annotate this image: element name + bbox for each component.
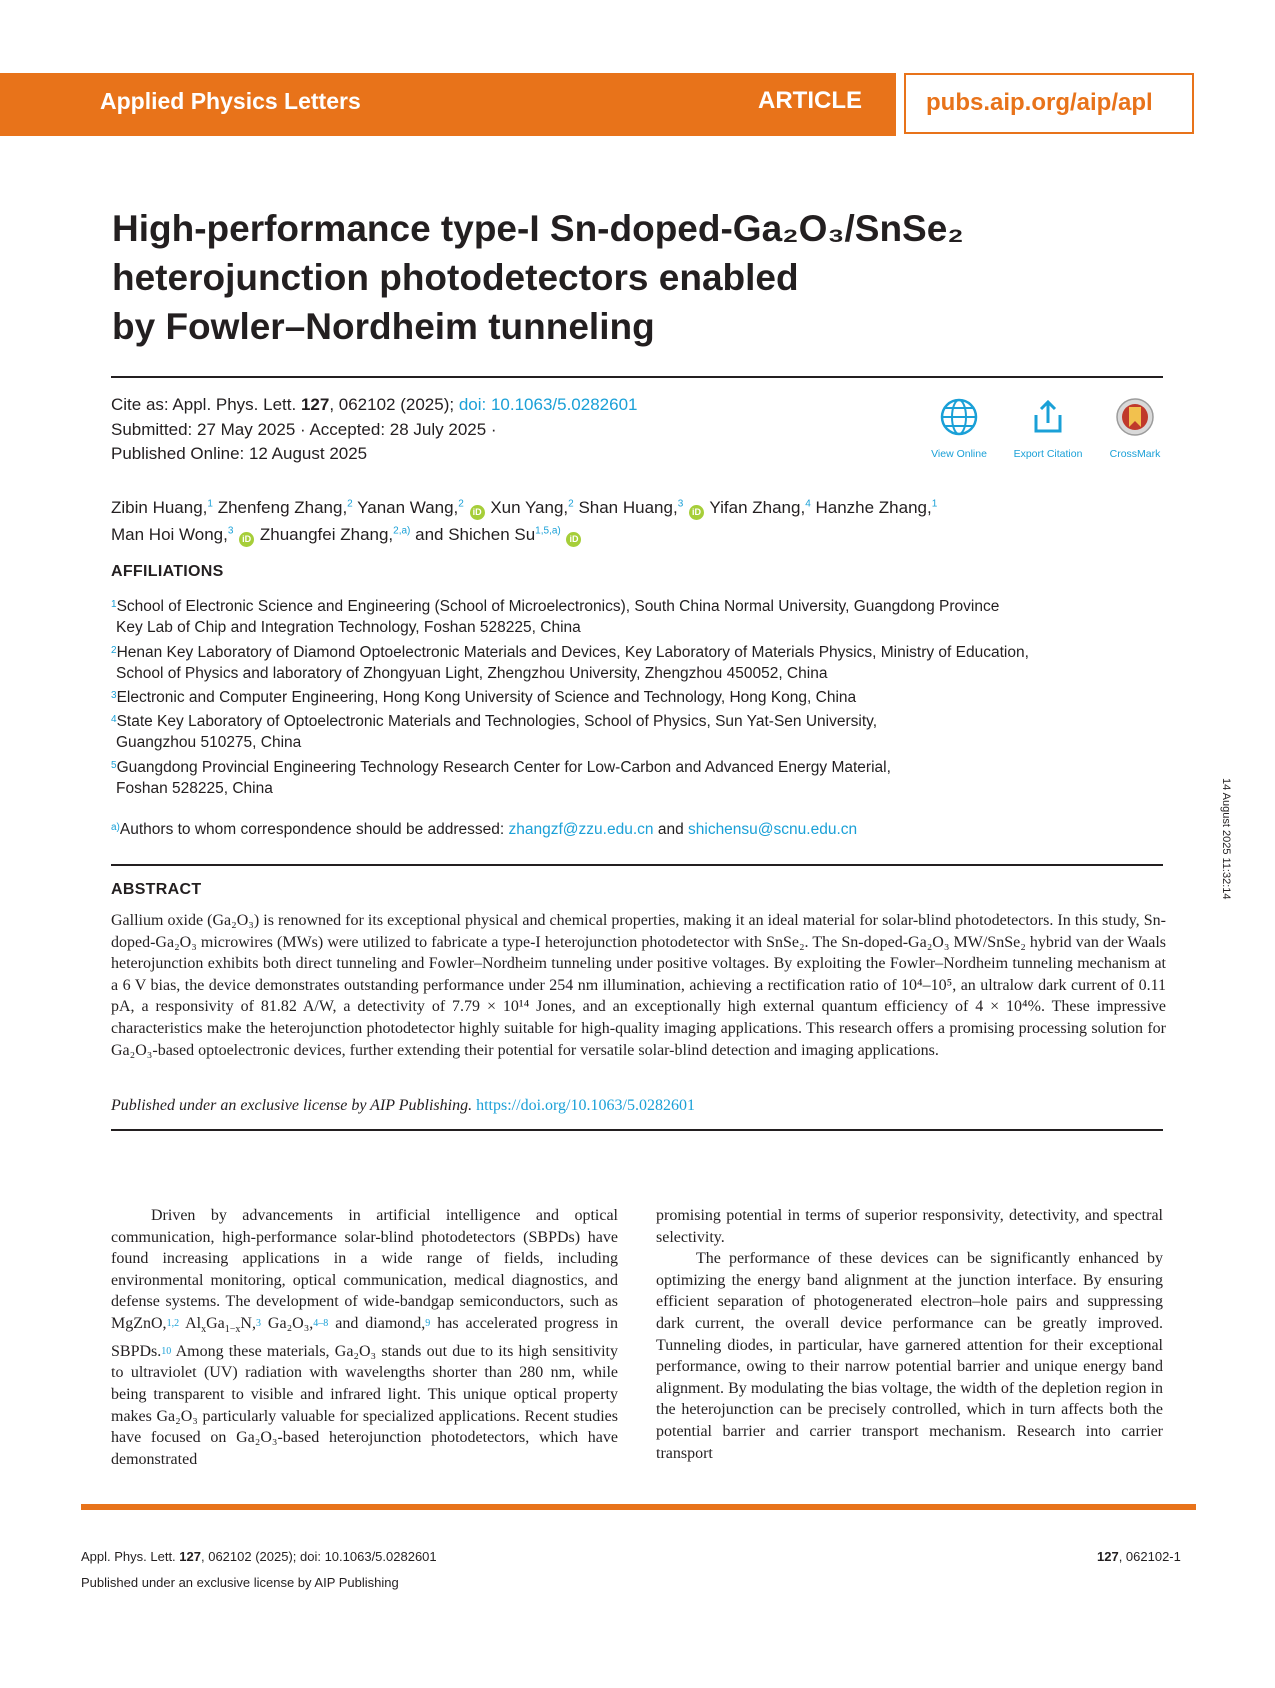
- crossmark-icon: [1115, 397, 1155, 437]
- export-icon: [1028, 397, 1068, 437]
- abstract-heading: ABSTRACT: [111, 881, 202, 898]
- affiliations-heading: AFFILIATIONS: [111, 563, 224, 580]
- journal-name: Applied Physics Letters: [100, 88, 361, 114]
- author: Shan Huang,$^3$ iD: [578, 498, 705, 517]
- license-doi-link[interactable]: https://doi.org/10.1063/5.0282601: [476, 1097, 695, 1114]
- license-line: [111, 1097, 695, 1115]
- email-link-1[interactable]: zhangzf@zzu.edu.cn: [508, 821, 654, 838]
- export-citation-button[interactable]: [998, 397, 1098, 460]
- cite-as-line: [111, 393, 637, 416]
- body-right-column: [656, 1205, 1163, 1464]
- cite-suffix: , 062102 (2025);: [329, 395, 455, 414]
- journal-url-link[interactable]: pubs.aip.org/aip/apl: [926, 89, 1153, 116]
- license-text: Published under an exclusive license by AIP Publishing.: [111, 1097, 473, 1114]
- divider-body: [111, 1129, 1163, 1131]
- body-paragraph: The performance of these devices can be significantly enhanced by optimizing the energy band alignment at the junction interface. By ensuring efficient separation of photogenerated electron–hole pairs and suppressing dark current, the overall device performance can be greatly improved. Tunneling diodes, in particular, have garnered attention for their exceptional performance, owing to their narrow potential barrier and unique energy band alignment. By modulating the bias voltage, the width of the depletion region in the heterojunction can be precisely controlled, which in turn affects both the potential barrier and carrier transport mechanism. Research into carrier transport: [656, 1250, 1163, 1462]
- abstract-text: Gallium oxide (Ga₂O₃) is renowned for its exceptional physical and chemical properties, making it an ideal material for solar-blind photodetectors. In this study, Sn-doped-Ga₂O₃ microwires (MWs) were utilized to fabricate a type-I heterojunction photodetector with SnSe₂. The Sn-doped-Ga₂O₃ MW/SnSe₂ hybrid van der Waals heterojunction exhibits both direct tunneling and Fowler–Nordheim tunneling under positive voltages. By exploiting the Fowler–Nordheim tunneling mechanism at a 6 V bias, the device demonstrates outstanding performance under 254 nm illumination, achieving a rectification ratio of 10⁴–10⁵, an ultralow dark current of 0.11 pA, a responsivity of 81.82 A/W, a detectivity of 7.79 × 10¹⁴ Jones, and an exceptionally high external quantum efficiency of 4 × 10⁴%. These impressive characteristics make the heterojunction photodetector highly suitable for high-quality imaging applications. This research offers a promising processing solution for Ga₂O₃-based optoelectronic devices, further extending their potential for versatile solar-blind detection and imaging applications.: [111, 912, 1166, 1059]
- author: Xun Yang,$^2$: [490, 497, 574, 517]
- orcid-icon[interactable]: iD: [689, 505, 704, 520]
- cite-volume: 127: [300, 395, 330, 414]
- crossmark-button[interactable]: [1085, 397, 1185, 460]
- author: Yifan Zhang,$^4$: [709, 497, 811, 517]
- author: and Shichen Su$^{1,5,a)}$ iD: [415, 525, 582, 544]
- author: Zhuangfei Zhang,$^{2,a)}$: [259, 525, 411, 545]
- body-paragraph: promising potential in terms of superior responsivity, detectivity, and spectral selectivity.: [656, 1207, 1163, 1246]
- divider-abstract: [111, 864, 1163, 866]
- orcid-icon[interactable]: iD: [566, 532, 581, 547]
- author-list: [111, 492, 1171, 547]
- view-online-label: View Online: [931, 448, 987, 460]
- cite-prefix: Cite as: Appl. Phys. Lett.: [111, 395, 301, 414]
- article-type-tag: ARTICLE: [758, 87, 862, 114]
- footer-page-number: 127, 062102-1: [1097, 1549, 1181, 1564]
- affiliation-5: $^5$Guangdong Provincial Engineering Technology Research Center for Low-Carbon and Advanced Energy Material, Foshan 528225, China: [111, 759, 891, 797]
- affiliation-1: $^1$School of Electronic Science and Engineering (School of Microelectronics), South China Normal University, Guangdong Province Key Lab of Chip and Integration Technology, Foshan 528225, China: [111, 598, 1000, 636]
- footer-license: Published under an exclusive license by AIP Publishing: [81, 1575, 399, 1590]
- author: Zibin Huang,$^1$: [111, 497, 213, 517]
- divider-top: [111, 376, 1163, 378]
- affiliation-2: $^2$Henan Key Laboratory of Diamond Optoelectronic Materials and Devices, Key Laboratory of Materials Physics, Ministry of Education, School of Physics and laboratory of Zhongyuan Light, Zhengzhou University, Zhengzhou 450052, China: [111, 644, 1029, 682]
- correspondence-line: $^{a)}$Authors to whom correspondence should be addressed: zhangzf@zzu.edu.cn and shichensu@scnu.edu.cn: [111, 821, 858, 838]
- download-timestamp: 14 August 2025 11:32:14: [1220, 778, 1232, 900]
- footer-citation: Appl. Phys. Lett. 127, 062102 (2025); doi: 10.1063/5.0282601: [81, 1549, 437, 1564]
- affiliation-4: $^4$State Key Laboratory of Optoelectronic Materials and Technologies, School of Physics, Sun Yat-Sen University, Guangzhou 510275, China: [111, 713, 878, 751]
- title-line-1: High-performance type-I Sn-doped-Ga₂O₃/SnSe₂: [112, 208, 964, 249]
- email-link-2[interactable]: shichensu@scnu.edu.cn: [688, 821, 858, 838]
- orcid-icon[interactable]: iD: [239, 532, 254, 547]
- view-online-button[interactable]: [909, 397, 1009, 460]
- title-line-2: heterojunction photodetectors enabled: [112, 257, 799, 298]
- submitted-line: Submitted: 27 May 2025 · Accepted: 28 July 2025 ·: [111, 420, 497, 439]
- published-line: Published Online: 12 August 2025: [111, 444, 368, 463]
- author: Hanzhe Zhang,$^1$: [815, 497, 938, 517]
- orcid-icon[interactable]: iD: [470, 505, 485, 520]
- paper-title: [112, 204, 1152, 351]
- author: Yanan Wang,$^2$ iD: [357, 498, 485, 517]
- doi-link[interactable]: doi: 10.1063/5.0282601: [458, 395, 638, 414]
- title-line-3: by Fowler–Nordheim tunneling: [112, 306, 655, 347]
- crossmark-label: CrossMark: [1109, 448, 1161, 460]
- author: Zhenfeng Zhang,$^2$: [217, 497, 353, 517]
- affiliation-3: $^3$Electronic and Computer Engineering, Hong Kong University of Science and Technology, Hong Kong, China: [111, 689, 857, 706]
- body-left-column: Driven by advancements in artificial intelligence and optical communication, high-performance solar-blind photodetectors (SBPDs) have found increasing applications in a wide range of fields, including environmental monitoring, optical communication, medical diagnostics, and defense systems. The development of wide-bandgap semiconductors, such as MgZnO,$^{1,2}$ $Al_xGa_{1-x}N,^3$ Ga₂O₃,$^{4-8}$ and diamond,$^9$ has accelerated progress in SBPDs.$^{10}$ Among these materials, Ga₂O₃ stands out due to its high sensitivity to ultraviolet (UV) radiation with wavelengths shorter than 280 nm, while being transparent to visible and infrared light. This unique optical property makes Ga₂O₃ particularly valuable for specialized applications. Recent studies have focused on Ga₂O₃-based heterojunction photodetectors, which have demonstrated: [111, 1207, 618, 1468]
- globe-icon: [939, 397, 979, 437]
- export-citation-label: Export Citation: [1013, 448, 1083, 460]
- footer-orange-rule: [81, 1504, 1196, 1510]
- author: Man Hoi Wong,$^3$ iD: [111, 525, 255, 544]
